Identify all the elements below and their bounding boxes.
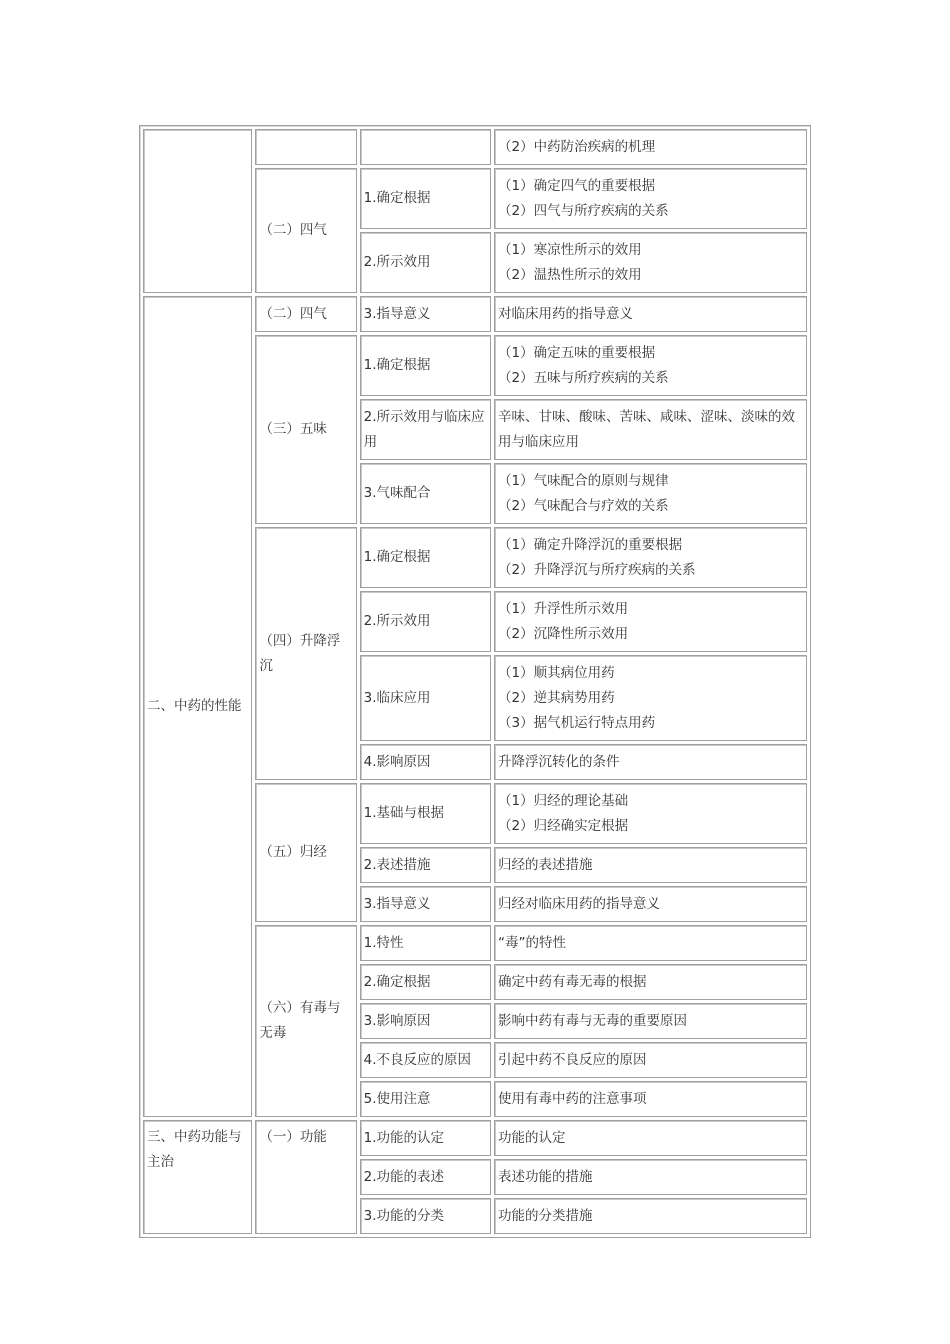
topic-cell xyxy=(255,527,356,780)
detail-cell xyxy=(494,886,807,922)
detail-cell xyxy=(494,527,807,588)
detail-line: 引起中药不良反应的原因 xyxy=(498,1051,647,1068)
detail-cell xyxy=(494,783,807,844)
detail-line: （3）据气机运行特点用药 xyxy=(498,714,656,731)
detail-line: （1）确定四气的重要根据 xyxy=(498,177,656,194)
detail-cell xyxy=(494,335,807,396)
detail-line: （2）四气与所疗疾病的关系 xyxy=(498,202,669,219)
detail-line: 使用有毒中药的注意事项 xyxy=(498,1090,647,1107)
detail-line: （2）温热性所示的效用 xyxy=(498,266,642,283)
detail-cell xyxy=(494,1198,807,1234)
topic-text: （六）有毒与无毒 xyxy=(259,1000,341,1041)
detail-line: （1）归经的理论基础 xyxy=(498,792,629,809)
subtopic-cell: 2.功能的表述 xyxy=(360,1159,491,1195)
topic-cell: （二）四气 xyxy=(255,168,356,293)
detail-line: 功能的认定 xyxy=(498,1129,566,1146)
detail-cell xyxy=(494,232,807,293)
detail-line: （2）逆其病势用药 xyxy=(498,689,615,706)
topic-cell: （三）五味 xyxy=(255,335,356,524)
detail-line: （1）顺其病位用药 xyxy=(498,664,615,681)
detail-line: （2）归经确实定根据 xyxy=(498,817,629,834)
detail-line: （2）沉降性所示效用 xyxy=(498,625,629,642)
outline-table xyxy=(139,125,811,1238)
detail-cell xyxy=(494,744,807,780)
detail-line: 功能的分类措施 xyxy=(498,1207,593,1224)
detail-line: （1）气味配合的原则与规律 xyxy=(498,472,669,489)
detail-line: （2）五味与所疗疾病的关系 xyxy=(498,369,669,386)
table-row xyxy=(143,1120,807,1156)
detail-line: （1）确定升降浮沉的重要根据 xyxy=(498,536,683,553)
detail-line: 表述功能的措施 xyxy=(498,1168,593,1185)
subtopic-cell: 2.所示效用 xyxy=(360,232,491,293)
detail-cell xyxy=(494,129,807,165)
subtopic-cell: 1.确定根据 xyxy=(360,335,491,396)
detail-cell xyxy=(494,1003,807,1039)
detail-cell xyxy=(494,1081,807,1117)
subtopic-cell: 1.确定根据 xyxy=(360,527,491,588)
section-cell xyxy=(143,1120,252,1234)
detail-line: （1）升浮性所示效用 xyxy=(498,600,629,617)
section-cell xyxy=(143,129,252,293)
subtopic-cell: 1.基础与根据 xyxy=(360,783,491,844)
detail-cell xyxy=(494,964,807,1000)
detail-cell xyxy=(494,296,807,332)
detail-cell xyxy=(494,591,807,652)
subtopic-cell: 3.影响原因 xyxy=(360,1003,491,1039)
topic-cell xyxy=(255,925,356,1117)
detail-cell xyxy=(494,925,807,961)
table-row xyxy=(143,296,807,332)
detail-line: 影响中药有毒与无毒的重要原因 xyxy=(498,1012,688,1029)
section-cell: 二、中药的性能 xyxy=(143,296,252,1117)
subtopic-cell: 1.确定根据 xyxy=(360,168,491,229)
subtopic-cell: 3.指导意义 xyxy=(360,886,491,922)
section-text: 三、中药功能与主治 xyxy=(147,1129,242,1170)
topic-cell: （二）四气 xyxy=(255,296,356,332)
detail-line: （1）寒凉性所示的效用 xyxy=(498,241,642,258)
topic-text: （四）升降浮沉 xyxy=(259,632,341,674)
subtopic-cell: 2.所示效用 xyxy=(360,591,491,652)
subtopic-cell: 4.影响原因 xyxy=(360,744,491,780)
detail-cell xyxy=(494,847,807,883)
detail-line: （2）气味配合与疗效的关系 xyxy=(498,497,669,514)
table-row xyxy=(143,129,807,165)
subtopic-cell: 1.功能的认定 xyxy=(360,1120,491,1156)
detail-line: “毒”的特性 xyxy=(498,934,567,951)
detail-cell xyxy=(494,168,807,229)
detail-line: 归经对临床用药的指导意义 xyxy=(498,895,661,912)
detail-cell xyxy=(494,1042,807,1078)
subtopic-cell: 1.特性 xyxy=(360,925,491,961)
subtopic-cell: 3.功能的分类 xyxy=(360,1198,491,1234)
subtopic-cell: 2.表述措施 xyxy=(360,847,491,883)
detail-line: 辛味、甘味、酸味、苦味、咸味、涩味、淡味的效用与临床应用 xyxy=(498,408,796,450)
subtopic-text: 2.所示效用与临床应用 xyxy=(363,408,485,450)
detail-line: （2）升降浮沉与所疗疾病的关系 xyxy=(498,561,696,578)
topic-cell: （五）归经 xyxy=(255,783,356,922)
subtopic-cell xyxy=(360,129,491,165)
subtopic-cell: 3.临床应用 xyxy=(360,655,491,741)
topic-cell: （一）功能 xyxy=(255,1120,356,1234)
subtopic-cell xyxy=(360,399,491,460)
detail-cell xyxy=(494,463,807,524)
detail-line: 升降浮沉转化的条件 xyxy=(498,753,620,770)
detail-line: （1）确定五味的重要根据 xyxy=(498,344,656,361)
subtopic-cell: 3.指导意义 xyxy=(360,296,491,332)
detail-cell xyxy=(494,399,807,460)
detail-cell xyxy=(494,1120,807,1156)
detail-line: 归经的表述措施 xyxy=(498,856,593,873)
detail-line: 确定中药有毒无毒的根据 xyxy=(498,973,647,990)
subtopic-cell: 2.确定根据 xyxy=(360,964,491,1000)
subtopic-cell: 4.不良反应的原因 xyxy=(360,1042,491,1078)
detail-line: 对临床用药的指导意义 xyxy=(498,305,634,322)
topic-cell xyxy=(255,129,356,165)
detail-cell xyxy=(494,1159,807,1195)
subtopic-cell: 5.使用注意 xyxy=(360,1081,491,1117)
detail-cell xyxy=(494,655,807,741)
subtopic-cell: 3.气味配合 xyxy=(360,463,491,524)
detail-line: （2）中药防治疾病的机理 xyxy=(498,138,656,155)
